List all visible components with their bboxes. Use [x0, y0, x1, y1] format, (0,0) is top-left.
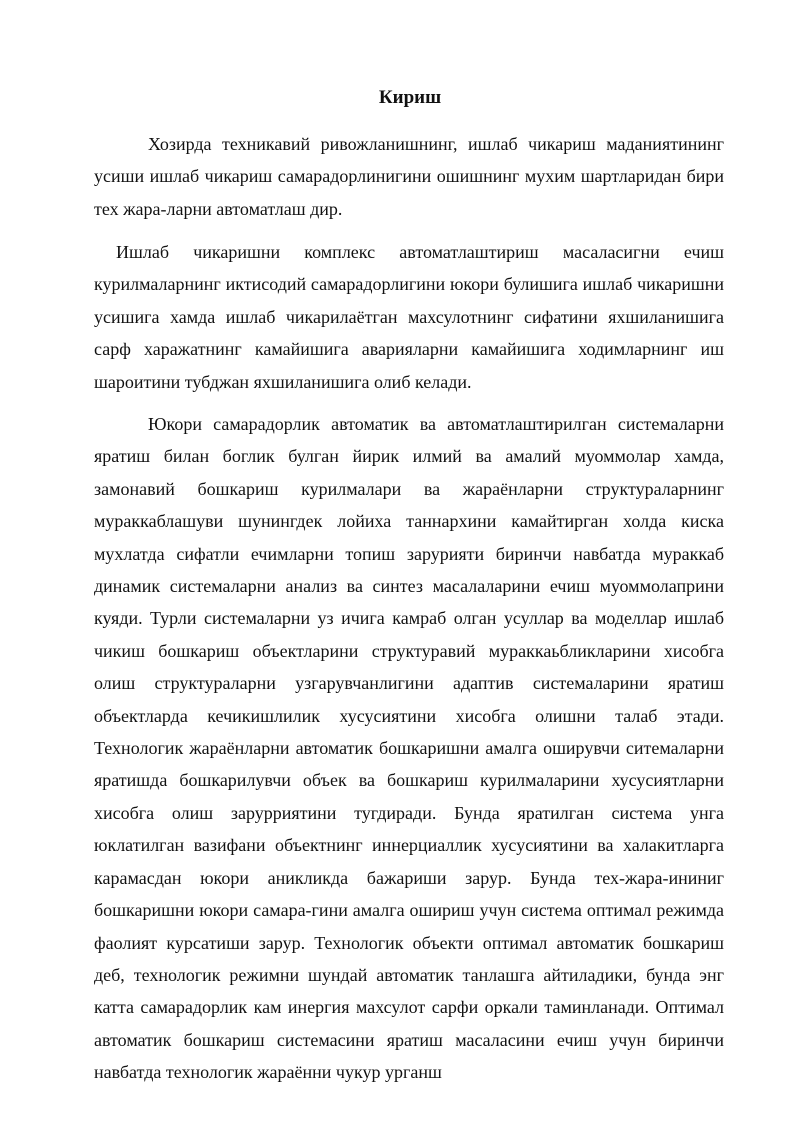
paragraph-1: Хозирда техникавий ривожланишнинг, ишлаб чикариш маданиятининг усиши ишлаб чикариш самарадорлинигини ошишнинг мухим шартларидан бири тех жара-ларни автоматлаш дир.: [94, 134, 724, 219]
page-title: Кириш: [378, 87, 442, 108]
paragraph-2: Ишлаб чикаришни комплекс автоматлаштириш масаласигни ечиш курилмаларнинг иктисодий самарадорлигини юкори булишига ишлаб чикаришни усишига хамда ишлаб чикарилаётган махсулотнинг сифатини яхшиланишига сарф харажатнинг камайишига аварияларни камайишига ходимларнинг иш шароитини тубджан яхшиланишига олиб келади.: [94, 242, 724, 392]
paragraph-3: Юкори самарадорлик автоматик ва автоматлаштирилган системаларни яратиш билан боглик булган йирик илмий ва амалий муоммолар хамда, замонавий бошкариш курилмалари ва жараёнларни структураларнинг мураккаблашуви шунингдек лойиха таннархини камайтирган холда киска мухлатда сифатли ечимларни топиш зарурияти биринчи навбатда мураккаб динамик системаларни анализ ва синтез масалаларини ечиш муоммолаприни куяди. Турли системаларни уз ичига камраб олган усуллар ва моделлар ишлаб чикиш бошкариш объектларини структуравий мураккаьбликларини хисобга олиш структураларни узгарувчанлигини адаптив системаларини яратиш объектларда кечикишлилик хусусиятини хисобга олишни талаб этади. Технологик жараёнларни автоматик бошкаришни амалга оширувчи ситемаларни яратишда бошкарилувчи объек ва бошкариш курилмаларини хусусиятларни хисобга олиш зарурриятини тугдиради. Бунда яратилган система унга юклатилган вазифани объектнинг иннерциаллик хусусиятини ва халакитларга карамасдан юкори аникликда бажариши зарур. Бунда тех-жара-ининиг бошкаришни юкори самара-гини амалга ошириш учун система оптимал режимда фаолият курсатиши зарур. Технологик объекти оптимал автоматик бошкариш деб, технологик режимни шундай автоматик танлашга айтиладики, бунда энг катта самарадорлик кам инергия махсулот сарфи оркали таминланади. Оптимал автоматик бошкариш системасини яратиш масаласини ечиш учун биринчи навбатда технологик жараённи чукур урганш: [94, 414, 724, 1083]
